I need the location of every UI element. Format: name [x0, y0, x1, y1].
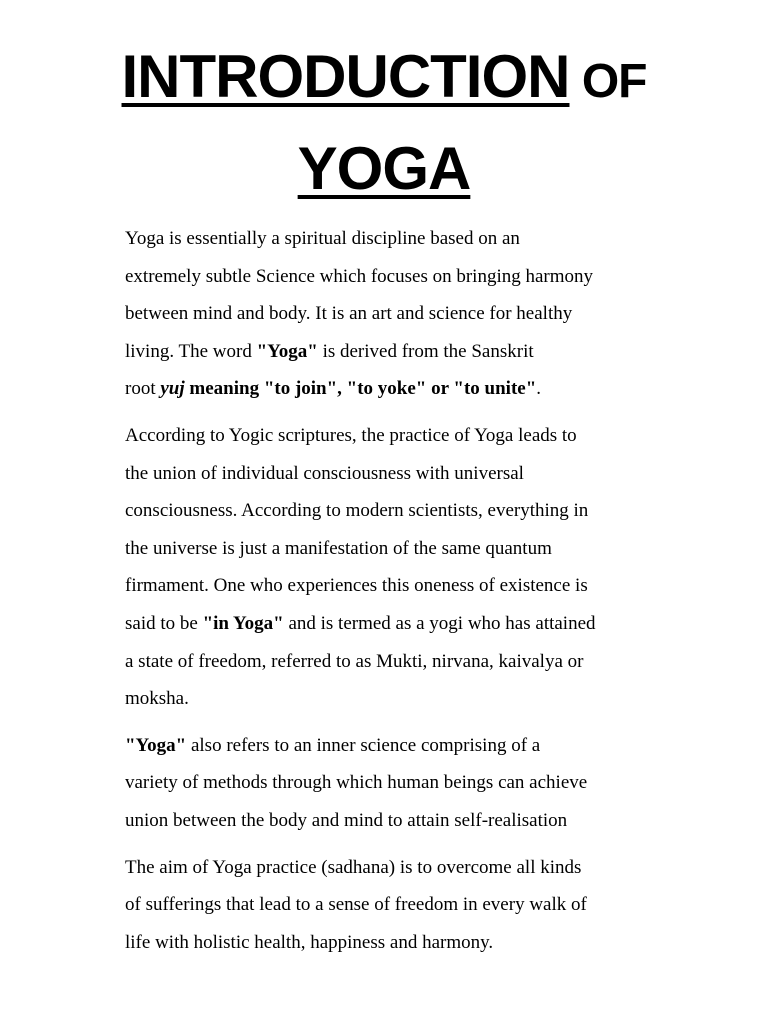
text-run: living. The word	[125, 340, 257, 362]
paragraph-aim	[125, 849, 665, 962]
text-line	[125, 370, 665, 408]
text-line: Yoga is essentially a spiritual discipline based on an	[125, 228, 520, 249]
paragraph-definition	[125, 220, 665, 408]
text-line	[125, 727, 665, 765]
bold-term-in-yoga: "in Yoga"	[202, 612, 284, 634]
document-body	[125, 220, 665, 970]
text-line: a state of freedom, referred to as Mukti, nirvana, kaivalya or	[125, 650, 584, 672]
title-of-word: OF	[581, 55, 647, 108]
title-yoga: YOGA	[297, 135, 471, 202]
bold-term-yoga: "Yoga"	[125, 734, 187, 756]
text-line	[125, 605, 665, 643]
text-line: life with holistic health, happiness and harmony.	[125, 931, 494, 953]
text-run: also refers to an inner science comprising of a	[186, 734, 541, 756]
text-line: between mind and body. It is an art and science for healthy	[125, 303, 573, 325]
text-line: of sufferings that lead to a sense of freedom in every walk of	[125, 894, 587, 916]
text-line: union between the body and mind to attain self-realisation	[125, 809, 568, 831]
paragraph-scriptures	[125, 417, 665, 718]
text-line: the universe is just a manifestation of the same quantum	[125, 537, 552, 559]
text-line: extremely subtle Science which focuses on bringing harmony	[125, 265, 594, 287]
text-run: and is termed as a yogi who has attained	[283, 612, 596, 634]
page-title-line-2	[0, 134, 768, 203]
paragraph-inner-science	[125, 727, 665, 840]
bold-meaning: meaning "to join", "to yoke" or "to unite"	[184, 378, 537, 400]
bold-term-yoga: "Yoga"	[256, 340, 318, 362]
text-line: The aim of Yoga practice (sadhana) is to overcome all kinds	[125, 856, 582, 878]
title-introduction: INTRODUCTION	[121, 43, 570, 110]
bold-italic-term-yuj: yuj	[160, 378, 185, 400]
text-line: According to Yogic scriptures, the practice of Yoga leads to	[125, 424, 577, 446]
text-run: .	[536, 378, 542, 400]
text-run: root	[125, 378, 161, 400]
text-line: variety of methods through which human beings can achieve	[125, 772, 588, 794]
text-line: moksha.	[125, 688, 189, 710]
title-of	[569, 55, 646, 108]
text-line: consciousness. According to modern scientists, everything in	[125, 500, 589, 522]
text-run: is derived from the Sanskrit	[317, 340, 534, 362]
text-line: firmament. One who experiences this oneness of existence is	[125, 575, 588, 597]
text-line: the union of individual consciousness with universal	[125, 462, 524, 484]
text-line	[125, 333, 665, 371]
page-title-line-1	[0, 42, 768, 111]
text-run: said to be	[125, 612, 203, 634]
